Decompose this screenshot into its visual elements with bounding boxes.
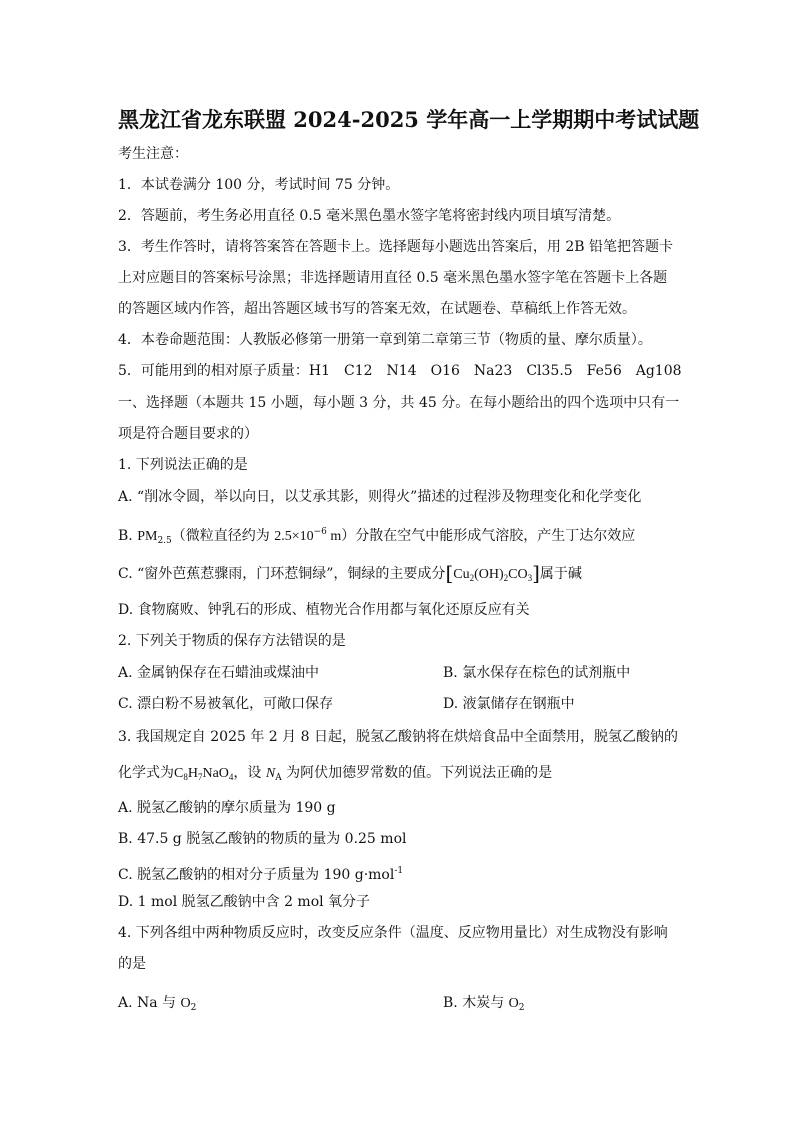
- note-3-line-1: 3．考生作答时，请将答案答在答题卡上。选择题每小题选出答案后，用 2B 铅笔把答题卡: [118, 239, 674, 255]
- sodium-dehydroacetate-formula: $C_8H_7NaO_4$: [174, 766, 234, 782]
- note-3-line-3: 的答题区域内作答，超出答题区域书写的答案无效，在试题卷、草稿纸上作答无效。: [118, 301, 636, 317]
- note-5: 5．可能用到的相对原子质量：H1 C12 N14 O16 Na23 Cl35.5 Fe56 Ag108: [118, 363, 682, 379]
- q1-option-d: D. 食物腐败、钟乳石的形成、植物光合作用都与氧化还原反应有关: [118, 602, 530, 618]
- avogadro-symbol: N: [265, 766, 276, 781]
- pm-symbol: PM: [137, 529, 158, 544]
- q3-option-c: C. 脱氢乙酸钠的相对分子质量为 190 g·mol$^{-1}$: [118, 866, 404, 883]
- q1-stem: 1. 下列说法正确的是: [118, 457, 248, 473]
- note-3-line-2: 上对应题目的答案标号涂黑；非选择题请用直径 0.5 毫米黑色墨水签字笔在答题卡上各题: [118, 270, 668, 286]
- page-title: 黑龙江省龙东联盟 2024-2025 学年高一上学期期中考试试题: [118, 107, 700, 132]
- q3-option-b: B. 47.5 g 脱氢乙酸钠的物质的量为 0.25 mol: [118, 831, 407, 847]
- q4-stem-line-2: 的是: [118, 956, 146, 972]
- section-heading-line-2: 项是符合题目要求的）: [118, 426, 258, 442]
- right-bracket: ]: [532, 561, 540, 585]
- q1-option-c: C. “窗外芭蕉惹骤雨，门环惹铜绿”，铜绿的主要成分$[Cu_2(OH)_2CO_3]$属于碱: [118, 561, 582, 585]
- copper-formula: $Cu_2(OH)_2CO_3$: [453, 567, 533, 583]
- note-4: 4．本卷命题范围：人教版必修第一册第一章到第二章第三节（物质的量、摩尔质量）。: [118, 332, 652, 348]
- q3-stem-line-2: 化学式为$C_8H_7NaO_4$，设 $N_A$ 为阿伏加德罗常数的值。下列说法正确的是: [118, 765, 553, 783]
- q1-option-b: B. $PM_{2.5}$（微粒直径约为 $2.5\times 10^{-6}$ m）分散在空气中能形成气溶胶，产生丁达尔效应: [118, 527, 636, 546]
- left-bracket: [: [445, 561, 454, 585]
- q4-option-a: A. Na 与 $O_2$: [118, 995, 197, 1013]
- note-2: 2．答题前，考生务必用直径 0.5 毫米黑色墨水签字笔将密封线内项目填写清楚。: [118, 208, 621, 224]
- q1-option-a: A. “削冰令圆，举以向日，以艾承其影，则得火”描述的过程涉及物理变化和化学变化: [118, 489, 642, 505]
- q3-option-d: D. 1 mol 脱氢乙酸钠中含 2 mol 氧分子: [118, 894, 371, 910]
- q2-stem: 2. 下列关于物质的保存方法错误的是: [118, 633, 346, 649]
- note-1: 1．本试卷满分 100 分，考试时间 75 分钟。: [118, 177, 400, 193]
- q4-stem-line-1: 4. 下列各组中两种物质反应时，改变反应条件（温度、反应物用量比）对生成物没有影响: [118, 925, 668, 941]
- q2-option-c: C. 漂白粉不易被氧化，可敞口保存: [118, 696, 334, 712]
- q2-option-a: A. 金属钠保存在石蜡油或煤油中: [118, 665, 320, 681]
- q2-option-d: D. 液氯储存在钢瓶中: [443, 696, 575, 712]
- q4-option-b: B. 木炭与 $O_2$: [443, 995, 525, 1013]
- q3-stem-line-1: 3. 我国规定自 2025 年 2 月 8 日起，脱氢乙酸钠将在烘焙食品中全面禁用，脱氢乙酸钠的: [118, 729, 678, 745]
- q2-option-b: B. 氯水保存在棕色的试剂瓶中: [443, 665, 631, 681]
- section-heading-line-1: 一、选择题（本题共 15 小题，每小题 3 分，共 45 分。在每小题给出的四个选项中只有一: [118, 395, 680, 411]
- notes-heading: 考生注意：: [118, 146, 188, 162]
- q3-option-a: A. 脱氢乙酸钠的摩尔质量为 190 g: [118, 800, 336, 816]
